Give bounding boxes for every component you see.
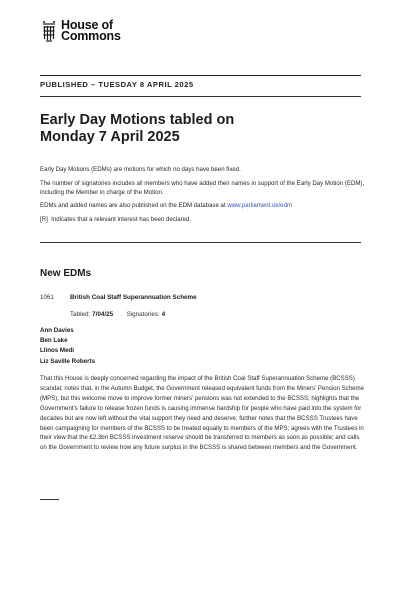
signatories-label: Signatories: bbox=[126, 311, 160, 318]
page-title bbox=[40, 112, 234, 146]
title-line-1: Early Day Motions tabled on bbox=[40, 112, 235, 128]
intro-paragraph-1: Early Day Motions (EDMs) are motions for which no days have been fixed. bbox=[40, 166, 241, 173]
edm-title: British Coal Staff Superannuation Scheme bbox=[70, 294, 197, 301]
edm-database-link[interactable]: www.parliament.uk/edm bbox=[227, 202, 293, 210]
intro-paragraph-3 bbox=[40, 202, 366, 211]
sponsor-name: Liz Saville Roberts bbox=[40, 357, 96, 365]
logo-line-2: Commons bbox=[61, 29, 121, 43]
intro-paragraph-4: [R] Indicates that a relevant interest has been declared. bbox=[40, 216, 192, 224]
sponsor-list bbox=[40, 326, 95, 367]
section-title: New EDMs bbox=[40, 268, 92, 279]
intro-text bbox=[40, 166, 366, 230]
logo-line-1: House of bbox=[61, 18, 113, 32]
sponsor-name: Ann Davies bbox=[40, 327, 74, 334]
intro-paragraph-3-text: EDMs and added names are also published on the EDM database at bbox=[40, 202, 228, 210]
tabled-date: 7/04/25 bbox=[92, 311, 114, 318]
sponsor-name: Llinos Medi bbox=[40, 347, 75, 355]
published-divider bbox=[40, 96, 361, 97]
title-line-2: Monday 7 April 2025 bbox=[40, 129, 180, 145]
end-divider bbox=[40, 499, 59, 500]
intro-divider bbox=[40, 242, 361, 243]
portcullis-icon bbox=[41, 21, 57, 43]
tabled-label: Tabled: bbox=[70, 311, 91, 318]
logo-wordmark bbox=[61, 20, 121, 42]
edm-meta bbox=[70, 311, 165, 318]
edm-number: 1061 bbox=[40, 294, 55, 301]
house-of-commons-logo bbox=[41, 20, 121, 43]
intro-paragraph-2: The number of signatories includes all members who have added their names in support of the Early Day Motion (EDM), including the Member in charge of the Motion. bbox=[40, 179, 365, 196]
motion-text: That this House is deeply concerned regarding the impact of the British Coal Staff Superannuation Scheme (BCSSS) scandal; notes that, in the Autumn Budget, the Government released equivalent funds from the Miners’ Pension Scheme (MPS), but this welcome move to improve former miners’ pensions was not extended to the BCSSS; highlights that the Government’s failure to release frozen funds is causing immense hardship for people who have paid into the system for decades but are now left without the vital support they need and deserve; further notes that the BCSSS Trustees have been campaigning for members of the BCSSS to be treated equally to members of the MPS; agrees with the Trustees in their view that the £2.3bn BCSSS investment reserve should be transferred to members as soon as possible; and calls on the Government to review how any future surplus in the BCSSS is shared between members and the Government. bbox=[40, 375, 364, 452]
publication-date: PUBLISHED – TUESDAY 8 APRIL 2025 bbox=[40, 80, 194, 89]
top-divider bbox=[40, 75, 361, 76]
signatories-count: 4 bbox=[161, 311, 166, 318]
sponsor-name: Ben Lake bbox=[40, 337, 68, 345]
